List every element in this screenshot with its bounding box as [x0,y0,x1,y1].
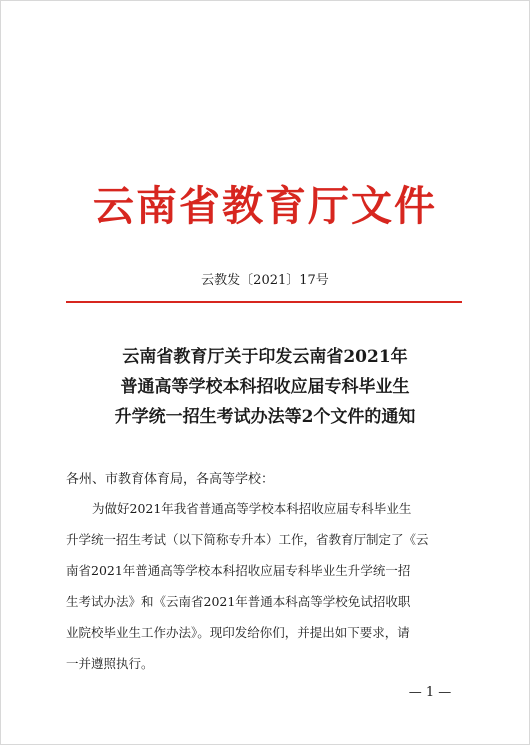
body-line-4: 生考试办法》和《云南省2021年普通本科高等学校免试招收职 [66,594,411,609]
notice-title-line-1: 云南省教育厅关于印发云南省2021年 [122,347,408,367]
body-line-1: 为做好2021年我省普通高等学校本科招收应届专科毕业生 [92,501,412,516]
body-paragraph [66,493,466,679]
salutation: 各州、市教育体育局，各高等学校： [66,472,275,487]
body-line-3: 南省2021年普通高等学校本科招收应届专科毕业生升学统一招 [66,563,411,578]
notice-title-line-2: 普通高等学校本科招收应届专科毕业生 [120,377,410,397]
body-line-2: 升学统一招生考试（以下简称专升本）工作，省教育厅制定了《云 [66,532,429,547]
page-number: — 1 — [408,685,452,700]
body-line-5: 业院校毕业生工作办法》。现印发给你们，并提出如下要求，请 [66,625,410,640]
notice-title [40,342,490,432]
notice-title-line-3: 升学统一招生考试办法等2个文件的通知 [114,407,416,427]
document-header-title: 云南省教育厅文件 [93,182,437,230]
red-divider-line [66,301,462,303]
document-number: 云教发〔2021〕17号 [201,273,329,288]
body-line-6: 一并遵照执行。 [66,656,154,671]
